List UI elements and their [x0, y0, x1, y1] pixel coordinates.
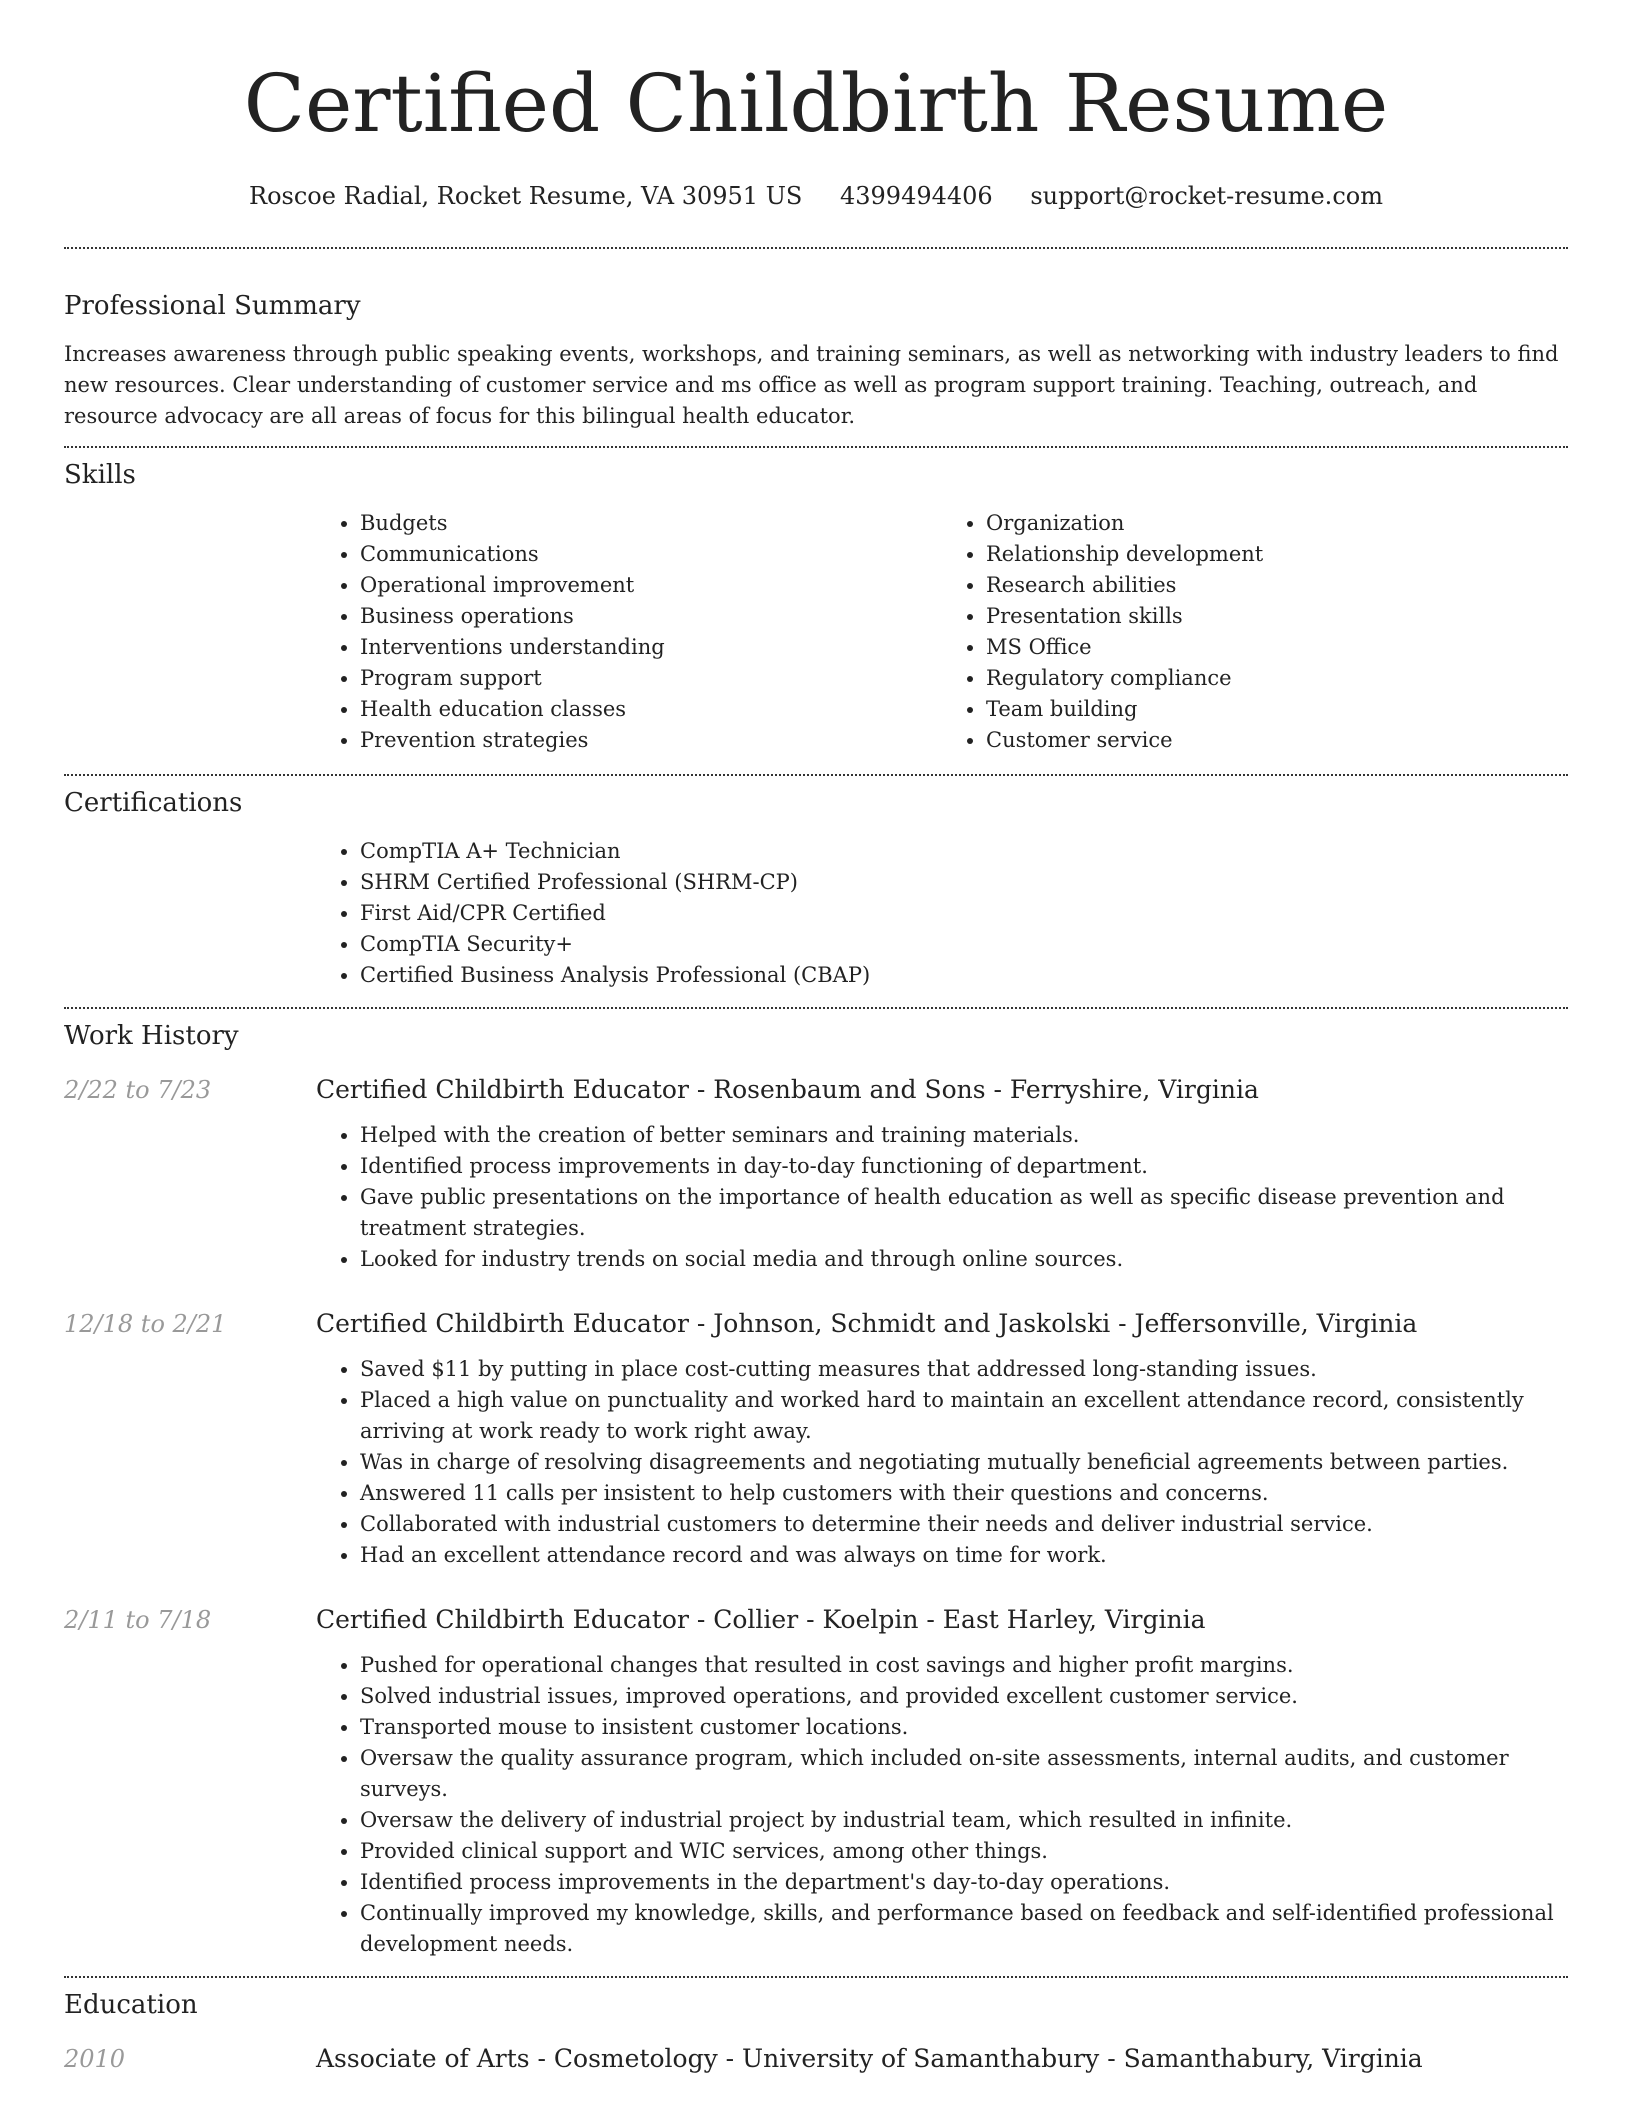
section-divider	[64, 774, 1568, 776]
skill-item: • Team building	[986, 694, 1568, 725]
job-title: Certified Childbirth Educator - Collier - Koelpin - East Harley, Virginia	[316, 1605, 1206, 1634]
job-bullets	[316, 1120, 1568, 1275]
certification-item: • Certified Business Analysis Professional (CBAP)	[360, 960, 1568, 991]
skill-item: • Relationship development	[986, 539, 1568, 570]
skill-item: • Health education classes	[360, 694, 942, 725]
job-dates: 12/18 to 2/21	[64, 1310, 227, 1338]
skill-item: • Operational improvement	[360, 570, 942, 601]
job-bullet: • Collaborated with industrial customers to determine their needs and deliver industrial service.	[360, 1509, 1568, 1540]
job-header	[64, 1605, 1568, 1634]
job-bullet: • Continually improved my knowledge, skills, and performance based on feedback and self-identified professional development needs.	[360, 1898, 1568, 1960]
certification-item: • CompTIA A+ Technician	[360, 836, 1568, 867]
job-bullets	[316, 1354, 1568, 1571]
job-title: Certified Childbirth Educator - Johnson, Schmidt and Jaskolski - Jeffersonville, Virginia	[316, 1309, 1418, 1338]
job-header	[64, 1075, 1568, 1104]
skill-item: • Organization	[986, 508, 1568, 539]
job-bullet: • Placed a high value on punctuality and worked hard to maintain an excellent attendance record, consistently arriving at work ready to work right away.	[360, 1385, 1568, 1447]
job-header	[64, 1309, 1568, 1338]
job-bullet: • Answered 11 calls per insistent to help customers with their questions and concerns.	[360, 1478, 1568, 1509]
skills-section	[64, 460, 1568, 756]
resume-title: Certified Childbirth Resume	[243, 57, 1389, 150]
education-title: Associate of Arts - Cosmetology - University of Samanthabury - Samanthabury, Virginia	[316, 2044, 1423, 2073]
skill-item: • MS Office	[986, 632, 1568, 663]
job-bullet: • Saved $11 by putting in place cost-cutting measures that addressed long-standing issues.	[360, 1354, 1568, 1385]
summary-section	[64, 291, 1568, 432]
job-bullets	[316, 1650, 1568, 1960]
skill-item: • Budgets	[360, 508, 942, 539]
skill-item: • Customer service	[986, 725, 1568, 756]
job-bullet: • Identified process improvements in the department's day-to-day operations.	[360, 1867, 1568, 1898]
job-bullet: • Provided clinical support and WIC services, among other things.	[360, 1836, 1568, 1867]
job-bullet: • Had an excellent attendance record and was always on time for work.	[360, 1540, 1568, 1571]
skill-item: • Interventions understanding	[360, 632, 942, 663]
job-dates: 2/22 to 7/23	[64, 1076, 212, 1104]
job-title: Certified Childbirth Educator - Rosenbaum and Sons - Ferryshire, Virginia	[316, 1075, 1259, 1104]
skills-heading: Skills	[64, 460, 136, 490]
certifications-section	[64, 788, 1568, 991]
contact-email: support@rocket-resume.com	[1030, 182, 1383, 210]
skill-item: • Communications	[360, 539, 942, 570]
section-divider	[64, 1976, 1568, 1978]
contact-address: Roscoe Radial, Rocket Resume, VA 30951 US	[249, 182, 803, 210]
job-bullet: • Helped with the creation of better seminars and training materials.	[360, 1120, 1568, 1151]
job-bullet: • Identified process improvements in day-to-day functioning of department.	[360, 1151, 1568, 1182]
skills-columns	[316, 508, 1568, 756]
job-bullet: • Was in charge of resolving disagreements and negotiating mutually beneficial agreements between parties.	[360, 1447, 1568, 1478]
skills-list-left	[316, 508, 942, 756]
job-bullet: • Transported mouse to insistent customer locations.	[360, 1712, 1568, 1743]
certifications-heading: Certifications	[64, 788, 243, 818]
skill-item: • Prevention strategies	[360, 725, 942, 756]
job-bullet: • Pushed for operational changes that resulted in cost savings and higher profit margins.	[360, 1650, 1568, 1681]
work-history-heading: Work History	[64, 1021, 239, 1051]
job-bullet: • Oversaw the delivery of industrial project by industrial team, which resulted in infinite.	[360, 1805, 1568, 1836]
education-section	[64, 1990, 1568, 2073]
skill-item: • Presentation skills	[986, 601, 1568, 632]
section-divider	[64, 1007, 1568, 1009]
certifications-list	[316, 836, 1568, 991]
section-divider	[64, 247, 1568, 249]
skill-item: • Research abilities	[986, 570, 1568, 601]
education-year: 2010	[64, 2045, 126, 2073]
work-history-section	[64, 1021, 1568, 1960]
skill-item: • Regulatory compliance	[986, 663, 1568, 694]
section-divider	[64, 446, 1568, 448]
job-bullet: • Oversaw the quality assurance program, which included on-site assessments, internal audits, and customer surveys.	[360, 1743, 1568, 1805]
skills-list-right	[942, 508, 1568, 756]
skill-item: • Business operations	[360, 601, 942, 632]
job-bullet: • Gave public presentations on the importance of health education as well as specific disease prevention and treatment strategies.	[360, 1182, 1568, 1244]
job-bullet: • Looked for industry trends on social media and through online sources.	[360, 1244, 1568, 1275]
skill-item: • Program support	[360, 663, 942, 694]
job-entry	[64, 1605, 1568, 1960]
summary-text: Increases awareness through public speaking events, workshops, and training seminars, as well as networking with industry leaders to find new resources. Clear understanding of customer service and ms office as well as program support training. Teaching, outreach, and resource advocacy are all areas of focus for this bilingual health educator.	[64, 342, 1559, 428]
certification-item: • SHRM Certified Professional (SHRM-CP)	[360, 867, 1568, 898]
education-entry	[64, 2044, 1568, 2073]
education-heading: Education	[64, 1990, 198, 2020]
certification-item: • CompTIA Security+	[360, 929, 1568, 960]
job-bullet: • Solved industrial issues, improved operations, and provided excellent customer service.	[360, 1681, 1568, 1712]
job-entry	[64, 1309, 1568, 1571]
certification-item: • First Aid/CPR Certified	[360, 898, 1568, 929]
summary-heading: Professional Summary	[64, 291, 361, 321]
job-entry	[64, 1075, 1568, 1275]
job-dates: 2/11 to 7/18	[64, 1606, 212, 1634]
contact-phone: 4399494406	[840, 182, 993, 210]
contact-line	[64, 178, 1568, 214]
